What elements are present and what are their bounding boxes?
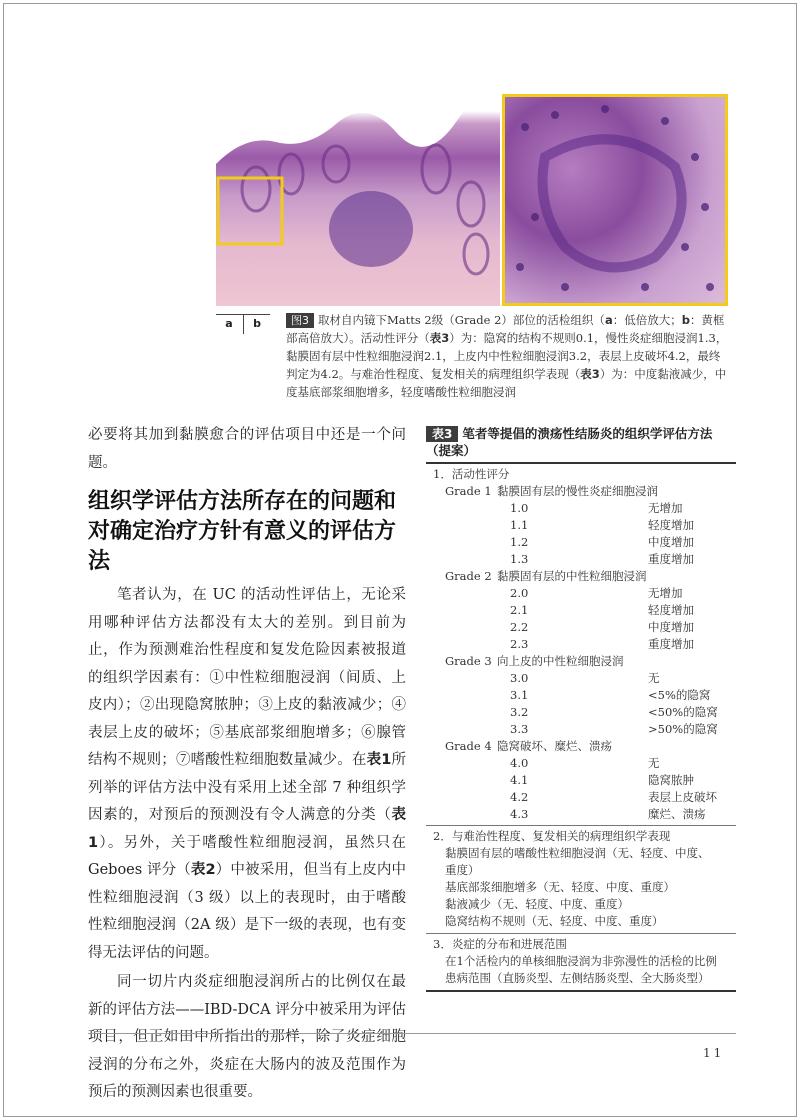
body-paragraph-2: 同一切片内炎症细胞浸润所占的比例仅在最新的评估方法——IBD-DCA 评分中被采用为评估项目，但正如田中所指出的那样，除了炎症细胞浸润的分布之外，炎症在大肠内的波及范围作为预后的预测因素也很重要。	[88, 974, 406, 1100]
table-section-1: 1．活动性评分	[433, 467, 510, 481]
grade-code: 4.3	[510, 807, 529, 821]
section-2-item: 隐窝结构不规则（无、轻度、中度、重度）	[445, 914, 664, 928]
grade-code: 4.0	[510, 756, 529, 770]
figure-label: 图3	[286, 313, 314, 328]
table-title: 表3 笔者等提倡的溃疡性结肠炎的组织学评估方法（提案）	[426, 426, 713, 458]
grade-level: <5%的隐窝	[648, 688, 711, 702]
grade-desc: 隐窝破坏、糜烂、溃疡	[497, 739, 612, 753]
panel-label-b: b	[243, 314, 270, 334]
grade-code: 3.2	[510, 705, 529, 719]
section-2-item: 黏液减少（无、轻度、中度、重度）	[445, 897, 629, 911]
grade-code: 3.3	[510, 722, 529, 736]
table-section-3: 3．炎症的分布和进展范围	[433, 937, 567, 951]
grade-code: 2.2	[510, 620, 529, 634]
histology-image-low-magnification	[216, 94, 500, 306]
grade-level: 重度增加	[648, 552, 694, 566]
grade-level: 轻度增加	[648, 518, 694, 532]
grade-level: 重度增加	[648, 637, 694, 651]
grade-level: >50%的隐窝	[648, 722, 718, 736]
grade-code: 3.1	[510, 688, 529, 702]
grade-level: 无	[648, 671, 660, 685]
grade-level: 无增加	[648, 586, 683, 600]
grade-code: 1.0	[510, 501, 529, 515]
section-2-item: 重度）	[445, 863, 480, 877]
grade-code: 1.1	[510, 518, 529, 532]
grade-level: 轻度增加	[648, 603, 694, 617]
grade-level: 中度增加	[648, 535, 694, 549]
grade-level: 糜烂、溃疡	[648, 807, 706, 821]
intro-paragraph: 必要将其加到黏膜愈合的评估项目中还是一个问题。	[88, 427, 406, 471]
grade-name: Grade 2	[445, 569, 492, 583]
grade-level: 无增加	[648, 501, 683, 515]
section-3-item: 患病范围（直肠炎型、左侧结肠炎型、全大肠炎型）	[445, 971, 710, 985]
figure-panel-labels	[216, 314, 270, 342]
grade-code: 3.0	[510, 671, 529, 685]
grade-level: 隐窝脓肿	[648, 773, 694, 787]
table-section-2: 2．与难治性程度、复发相关的病理组织学表现	[433, 829, 671, 843]
section-heading: 组织学评估方法所存在的问题和对确定治疗方针有意义的评估方法	[88, 489, 397, 574]
grade-desc: 向上皮的中性粒细胞浸润	[497, 654, 624, 668]
grade-name: Grade 1	[445, 484, 492, 498]
grade-name: Grade 3	[445, 654, 492, 668]
grade-code: 2.1	[510, 603, 529, 617]
grade-level: 无	[648, 756, 660, 770]
footer-rule	[88, 1033, 736, 1034]
grade-level: 中度增加	[648, 620, 694, 634]
section-2-item: 基底部浆细胞增多（无、轻度、中度、重度）	[445, 880, 675, 894]
grade-code: 4.2	[510, 790, 529, 804]
grade-desc: 黏膜固有层的中性粒细胞浸润	[497, 569, 647, 583]
grade-desc: 黏膜固有层的慢性炎症细胞浸润	[497, 484, 658, 498]
grade-level: <50%的隐窝	[648, 705, 718, 719]
grade-level: 表层上皮破坏	[648, 790, 717, 804]
page-number: 11	[703, 1046, 725, 1060]
grade-code: 2.0	[510, 586, 529, 600]
grade-code: 2.3	[510, 637, 529, 651]
table-label: 表3	[426, 426, 458, 442]
panel-label-a: a	[225, 317, 233, 330]
grade-code: 1.3	[510, 552, 529, 566]
body-paragraph-1: 笔者认为，在 UC 的活动性评估上，无论采用哪种评估方法都没有太大的差别。到目前为止，作为预测难治性程度和复发危险因素被报道的组织学因素有：①中性粒细胞浸润（间质、上皮内）；②出现隐窝脓肿；③上皮的黏液减少；④表层上皮的破坏；⑤基底部浆细胞增多；⑥腺管结构不规则；⑦嗜酸性粒细胞数量减少。在表1所列举的评估方法中没有采用上述全部 7 种组织学因素的，对预后的预测没有令人满意的分类（表1）。另外，关于嗜酸性粒细胞浸润，虽然只在 Geboes 评分（表2）中被采用，但当有上皮内中性粒细胞浸润（3 级）以上的表现时，由于嗜酸性粒细胞浸润（2A 级）是下一级的表现，也有变得无法评估的问题。	[88, 587, 407, 961]
figure-caption: 图3 取材自内镜下Matts 2级（Grade 2）部位的活检组织（a：低倍放大；b：黄框部高倍放大）。活动性评分（表3）为：隐窝的结构不规则0.1，慢性炎症细胞浸润1.3，黏膜固有层中性粒细胞浸润2.1，上皮内中性粒细胞浸润3.2，表层上皮破坏4.2，最终判定为4.2。与难治性程度、复发相关的病理组织学表现（表3）为：中度黏液减少，中度基底部浆细胞增多，轻度嗜酸性粒细胞浸润	[286, 313, 728, 399]
grade-name: Grade 4	[445, 739, 492, 753]
grade-code: 4.1	[510, 773, 529, 787]
section-3-item: 在1个活检内的单核细胞浸润为非弥漫性的活检的比例	[445, 954, 717, 968]
section-2-item: 黏膜固有层的嗜酸性粒细胞浸润（无、轻度、中度、	[445, 846, 710, 860]
histology-image-high-magnification	[502, 94, 728, 306]
grade-code: 1.2	[510, 535, 529, 549]
